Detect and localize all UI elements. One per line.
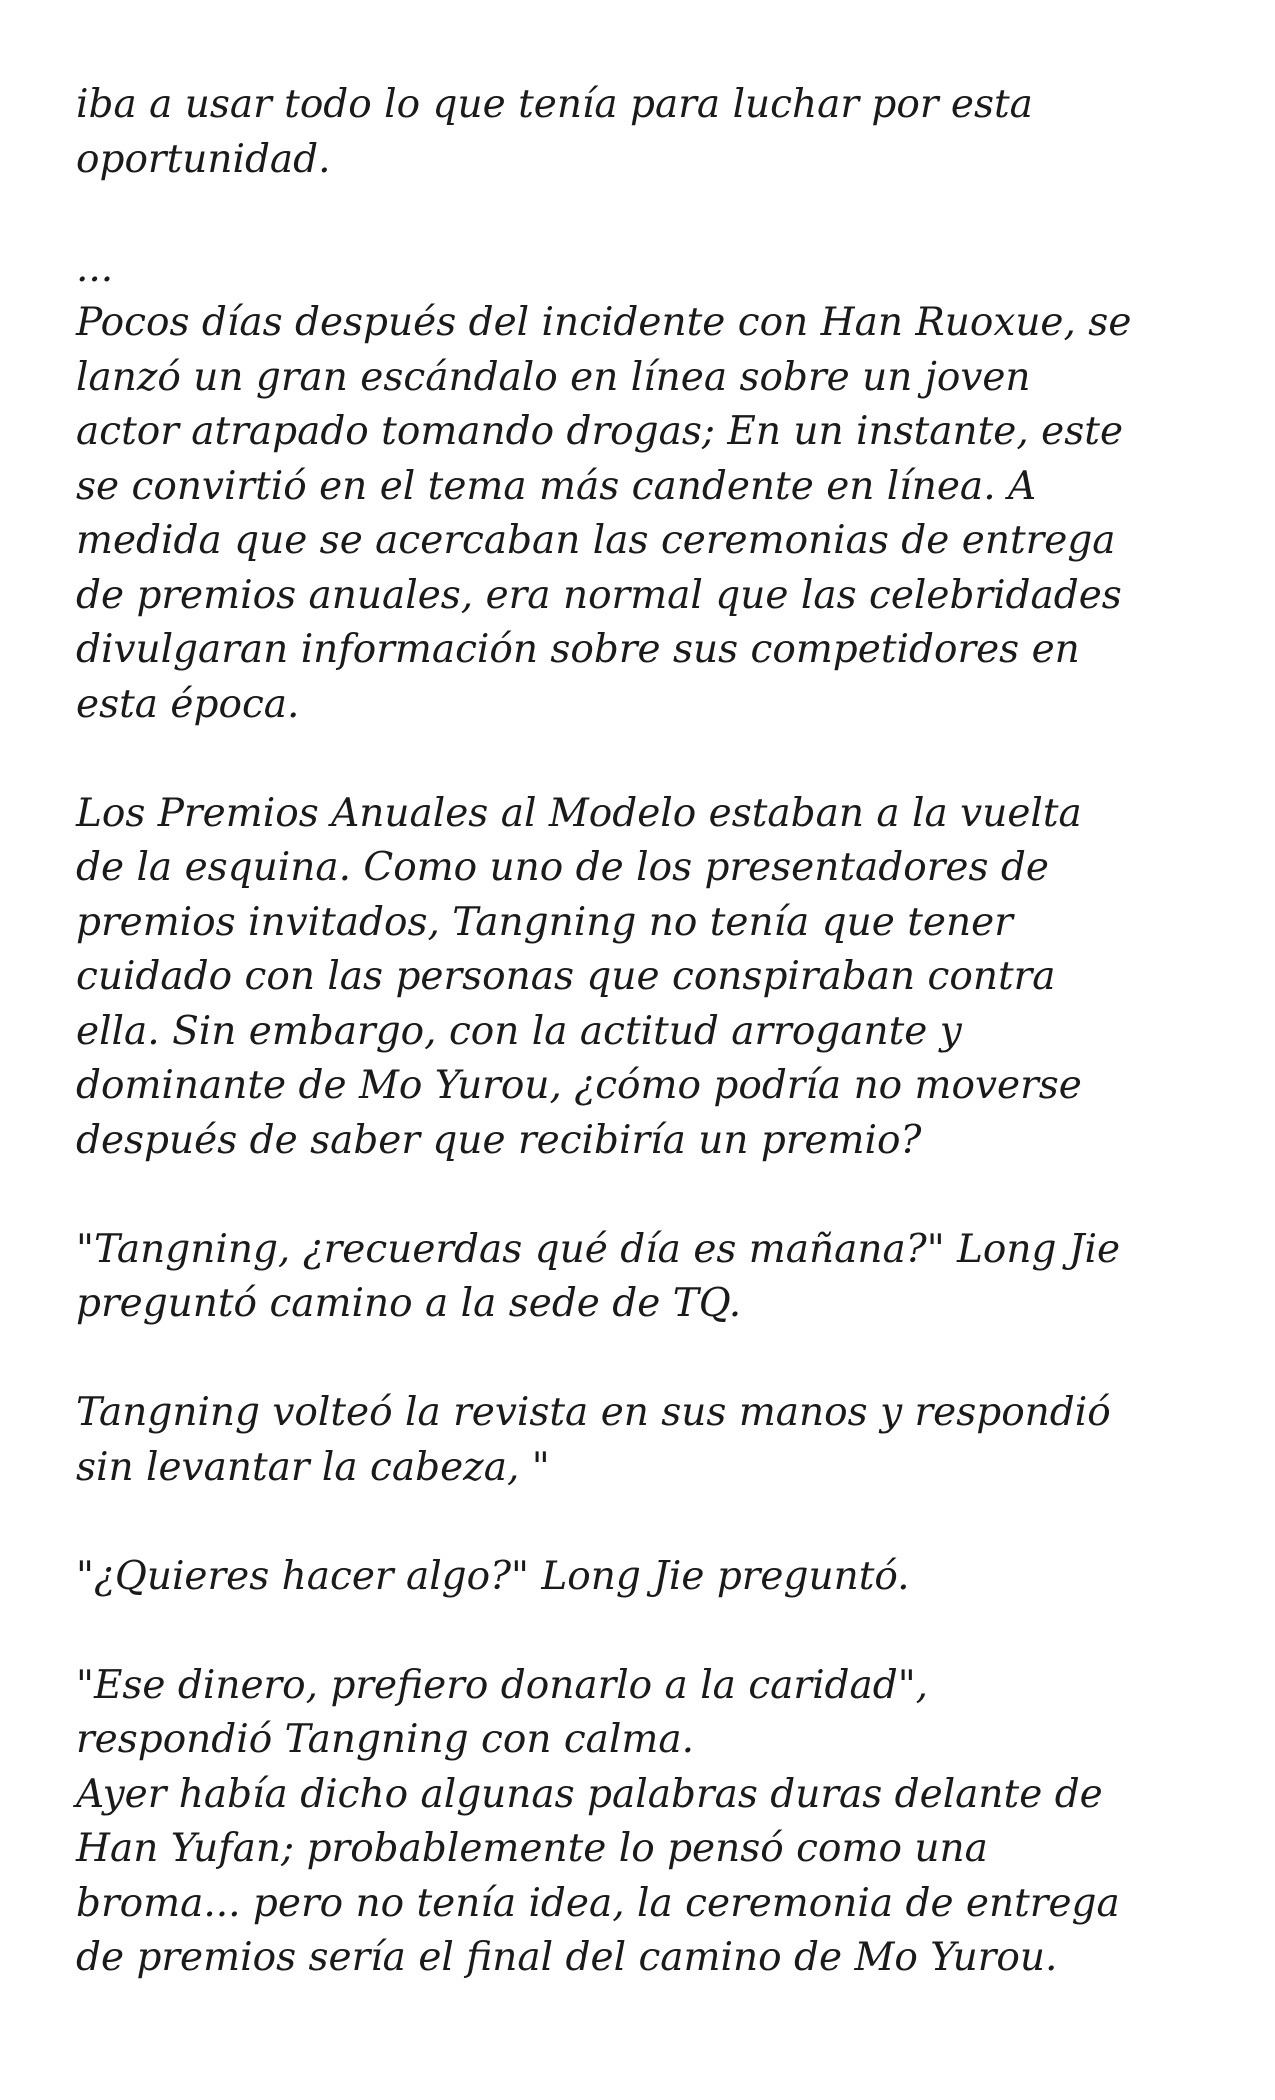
text-line: Ayer había dicho algunas palabras duras delante de bbox=[76, 1771, 1103, 1817]
text-line: oportunidad. bbox=[76, 136, 331, 182]
text-line: dominante de Mo Yurou, ¿cómo podría no moverse bbox=[76, 1063, 1082, 1108]
text-line: premios invitados, Tangning no tenía que tener bbox=[76, 899, 1013, 945]
text-line: Tangning volteó la revista en sus manos y respondió bbox=[76, 1390, 1111, 1435]
text-line: ella. Sin embargo, con la actitud arrogante y bbox=[76, 1008, 962, 1054]
text-line: actor atrapado tomando drogas; En un instante, este bbox=[76, 409, 1124, 454]
text-line: respondió Tangning con calma. bbox=[76, 1717, 695, 1762]
text-line: "Ese dinero, prefiero donarlo a la caridad", bbox=[76, 1662, 929, 1708]
text-line: de premios sería el final del camino de Mo Yurou. bbox=[76, 1935, 1058, 1980]
paragraph-1 bbox=[76, 78, 1236, 187]
text-line: de premios anuales, era normal que las celebridades bbox=[76, 572, 1122, 618]
text-line: sin levantar la cabeza, " bbox=[76, 1444, 550, 1490]
paragraph-gap bbox=[76, 1332, 1236, 1387]
paragraph-6 bbox=[76, 1550, 1236, 1605]
text-line: después de saber que recibiría un premio? bbox=[76, 1117, 922, 1163]
paragraph-gap bbox=[76, 1168, 1236, 1223]
text-line: Han Yufan; probablemente lo pensó como una bbox=[76, 1826, 988, 1871]
text-line: ... bbox=[76, 245, 114, 291]
paragraph-3 bbox=[76, 787, 1236, 1169]
text-line: medida que se acercaban las ceremonias de entrega bbox=[76, 518, 1116, 563]
text-line: iba a usar todo lo que tenía para luchar por esta bbox=[76, 82, 1033, 127]
text-line: esta época. bbox=[76, 681, 300, 727]
text-line: cuidado con las personas que conspiraban contra bbox=[76, 954, 1056, 999]
text-line: divulgaran información sobre sus competidores en bbox=[76, 627, 1080, 672]
paragraph-7 bbox=[76, 1659, 1236, 1986]
text-line: preguntó camino a la sede de TQ. bbox=[76, 1281, 742, 1326]
text-line: lanzó un gran escándalo en línea sobre un joven bbox=[76, 354, 1031, 400]
text-line: broma... pero no tenía idea, la ceremonia de entrega bbox=[76, 1880, 1120, 1926]
document-page bbox=[76, 78, 1236, 1986]
paragraph-gap bbox=[76, 187, 1236, 242]
text-line: "¿Quieres hacer algo?" Long Jie preguntó. bbox=[76, 1553, 910, 1599]
paragraph-gap bbox=[76, 732, 1236, 787]
text-line: se convirtió en el tema más candente en línea. A bbox=[76, 463, 1037, 509]
paragraph-2 bbox=[76, 242, 1236, 733]
text-line: de la esquina. Como uno de los presentadores de bbox=[76, 845, 1049, 890]
paragraph-5 bbox=[76, 1386, 1236, 1495]
text-line: Los Premios Anuales al Modelo estaban a la vuelta bbox=[76, 790, 1082, 836]
paragraph-gap bbox=[76, 1495, 1236, 1550]
text-line: "Tangning, ¿recuerdas qué día es mañana?" Long Jie bbox=[76, 1226, 1121, 1272]
paragraph-4 bbox=[76, 1223, 1236, 1332]
paragraph-gap bbox=[76, 1604, 1236, 1659]
text-line: Pocos días después del incidente con Han Ruoxue, se bbox=[76, 300, 1132, 345]
